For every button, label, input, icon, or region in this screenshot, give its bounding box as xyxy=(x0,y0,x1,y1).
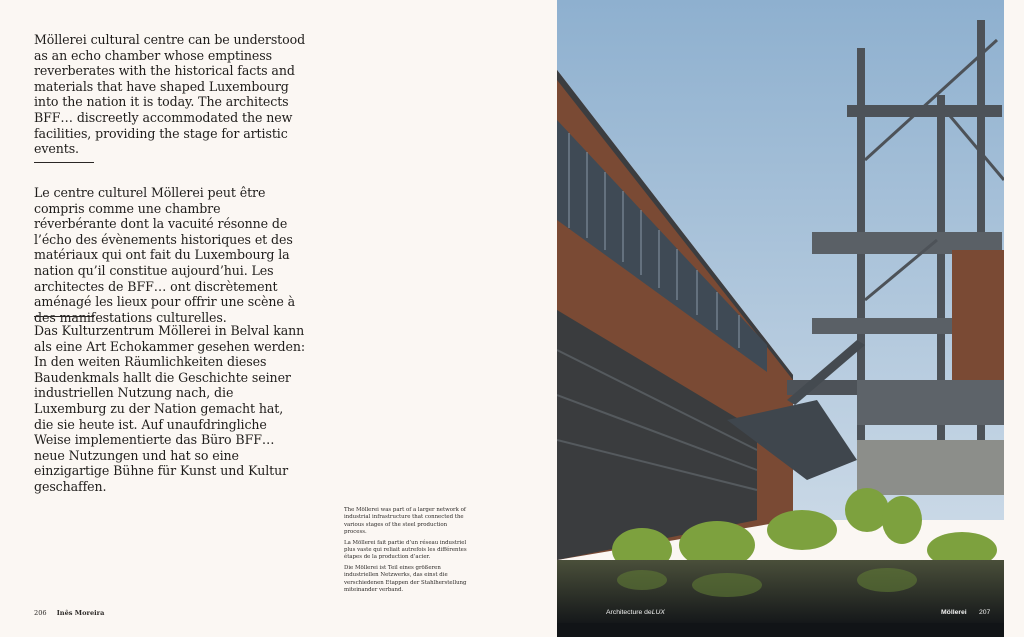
divider-rule xyxy=(34,162,94,163)
photo-illustration xyxy=(557,0,1004,637)
page-edge xyxy=(1004,0,1024,637)
left-page-number: 206 xyxy=(34,609,47,617)
french-paragraph: Le centre culturel Möllerei peut être compris comme une chambre réverbérante dont la vacuité résonne de l’écho des évènements historiques et des matériaux qui ont fait du Luxembourg la nation qu’il constitue aujourd’hui. Les architectes de BFF… ont discrètement aménagé les lieux pour offrir une scène à des manifestations culturelles. xyxy=(34,185,296,325)
photo-caption xyxy=(344,507,470,597)
left-folio xyxy=(34,609,104,617)
german-paragraph: Das Kulturzentrum Möllerei in Belval kann als eine Art Echokammer gesehen werden: In den weiten Räumlichkeiten dieses Baudenkmals hallt die Geschichte seiner industriellen Nutzung nach, die Luxemburg zu der Nation gemacht hat, die sie heute ist. Auf unaufdringliche Weise implementierte das Büro BFF… neue Nutzungen und hat so eine einzigartige Bühne für Kunst und Kultur geschaffen. xyxy=(34,323,305,494)
photo-footer-bar xyxy=(557,623,1004,637)
building-photo xyxy=(557,0,1004,637)
caption-french: La Möllerei fait partie d’un réseau industriel plus vaste qui reliait autrefois les différentes étapes de la production d’acier. xyxy=(344,539,467,561)
section-name: Möllerei xyxy=(941,609,967,616)
magazine-suffix: LUX xyxy=(651,609,665,616)
caption-german: Die Möllerei ist Teil eines größeren industriellen Netzwerks, das einst die verschiedenen Etappen der Stahlherstellung miteinander verband. xyxy=(344,564,467,594)
magazine-prefix: Architecture de xyxy=(606,609,652,616)
author-name: Inês Moreira xyxy=(56,609,105,617)
right-page-number: 207 xyxy=(979,609,991,616)
magazine-title xyxy=(606,609,665,616)
caption-english: The Möllerei was part of a larger network of industrial infrastructure that connected the various stages of the steel production process. xyxy=(344,507,466,536)
divider-rule xyxy=(34,316,94,317)
english-paragraph: Möllerei cultural centre can be understood as an echo chamber whose emptiness reverberates with the historical facts and materials that have shaped Luxembourg into the nation it is today. The architects BFF… discreetly accommodated the new facilities, providing the stage for artistic events. xyxy=(34,32,306,157)
